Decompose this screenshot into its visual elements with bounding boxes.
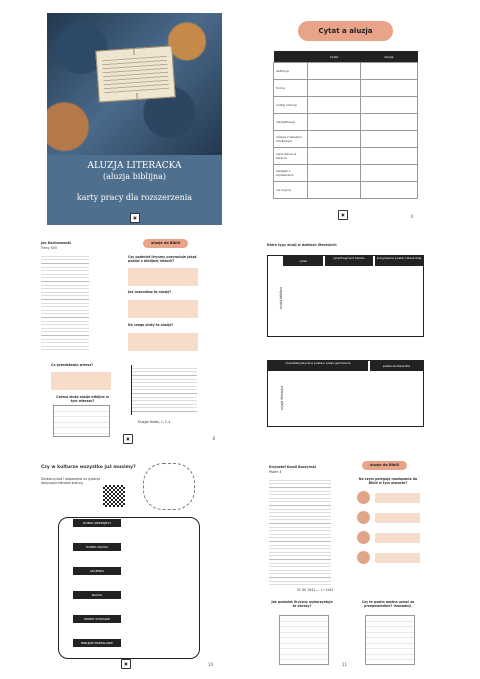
notes-area-left[interactable] <box>279 615 329 665</box>
step-label: DOBRA PRZEZJEST <box>73 519 121 527</box>
page-number: 8 <box>212 436 215 441</box>
question-3: Czy te psalm można uznać za przepowiednie? Uzasadnij. <box>361 600 415 608</box>
row-label: cel użycia <box>274 182 308 199</box>
notes-area-right[interactable] <box>365 615 415 665</box>
grid-header: opis/fragment tekstu <box>325 256 373 266</box>
page-heading: Czy w kulturze wszystko już musimy? <box>41 465 136 470</box>
culture-steps-page <box>33 455 223 673</box>
step-label: BIBLIJNE PRZESŁANIE <box>73 639 121 647</box>
cover-illustration <box>47 13 222 155</box>
row-label: relacja z tekstem źródłowym <box>274 131 308 148</box>
bullet-circle-icon <box>357 551 370 564</box>
row-label: definicja <box>274 63 308 80</box>
page-heading: Które typy aluzji w dziełach literackich <box>267 243 337 247</box>
qr-code-icon[interactable] <box>103 485 125 507</box>
row-label: związek z kontekstem <box>274 165 308 182</box>
row-label: identyfikacja <box>274 114 308 131</box>
section-pill: aluzje do Biblii <box>362 461 407 470</box>
table-row <box>274 114 418 131</box>
question-2: Jak rozumiesz tę aluzję? <box>128 290 172 294</box>
bullet-circle-icon <box>357 511 370 524</box>
bible-reference: Księga Hioba, 1, 1–4 <box>138 420 171 424</box>
table-row <box>274 63 418 80</box>
publisher-logo-icon: ▣ <box>121 659 131 669</box>
cover-subtitle: (aluzja biblijna) <box>102 172 167 181</box>
question-4: Co przedstawia wiersz? <box>51 363 94 367</box>
table-corner-cell <box>274 51 308 63</box>
step-label: DOBRA NAUKA <box>73 543 121 551</box>
answer-box-4[interactable] <box>51 372 111 390</box>
answer-box-1[interactable] <box>128 268 198 286</box>
row-label: rodzaj intencji <box>274 97 308 114</box>
grid-header: charakterystyczne postaci przez jej historie <box>268 361 368 371</box>
answer-bar[interactable] <box>375 513 420 523</box>
grid-header: przypisanie postaci literackiej <box>375 256 423 266</box>
page-number: 4 <box>410 214 413 219</box>
notes-area[interactable] <box>53 405 110 437</box>
poem-title: Psalm 4 <box>269 470 282 474</box>
section-pill: aluzje do Biblii <box>143 239 188 248</box>
psalm-page <box>257 455 435 673</box>
grid-row-label: aluzja biblijna <box>278 287 283 309</box>
question-5: Czemu służą aluzje biblijne w tym wierszu? <box>56 395 109 403</box>
answer-bar[interactable] <box>375 493 420 503</box>
step-label: NAUKA <box>73 591 121 599</box>
grid-header: postacie literackie <box>370 361 423 371</box>
poem-text <box>41 253 89 353</box>
publisher-logo-icon: ▣ <box>123 434 133 444</box>
thinking-person-illustration <box>143 463 195 510</box>
table-header-quote: Cytat <box>308 51 361 63</box>
allusion-grid-1 <box>267 255 424 337</box>
table-header-allusion: Aluzja <box>360 51 417 63</box>
poem-title: Treny XVII <box>41 246 57 250</box>
open-book-image <box>95 45 175 102</box>
step-label: LEGENDA <box>73 567 121 575</box>
page-number: 11 <box>342 662 348 667</box>
cover-page <box>47 13 222 225</box>
table-row <box>274 97 418 114</box>
cover-title: ALUZJA LITERACKA <box>87 161 182 171</box>
table-row <box>274 165 418 182</box>
table-row <box>274 148 418 165</box>
question-2: Jak podmiot liryczny wykorzystuje te obrazy? <box>271 600 333 608</box>
grid-header: cytat <box>283 256 323 266</box>
allusion-types-page <box>257 235 435 447</box>
row-label: forma <box>274 80 308 97</box>
quote-allusion-page <box>258 13 433 225</box>
poem-author: Jan Kochanowski <box>41 241 72 245</box>
answer-box-2[interactable] <box>128 300 198 318</box>
poem-date: 22 XII 1941 — 1 I 1942 <box>297 588 334 592</box>
grid-row-label: aluzja literacka <box>280 385 285 411</box>
row-label: oznaczenie w tekście <box>274 148 308 165</box>
publisher-logo-icon: ▣ <box>338 210 348 220</box>
bullet-circle-icon <box>357 491 370 504</box>
question-1: Czy podmiot liryczny przywołuje jakąś postać z biblijnej historii? <box>128 255 197 263</box>
allusion-grid-2 <box>267 360 424 427</box>
publisher-logo-icon: ▣ <box>130 213 140 223</box>
table-row <box>274 80 418 97</box>
step-label: PRZED STUDIAMI <box>73 615 121 623</box>
table-row <box>274 182 418 199</box>
cover-subtitle-2: karty pracy dla rozszerzenia <box>76 193 193 202</box>
table-row <box>274 131 418 148</box>
question-3: Do czego służy ta aluzja? <box>128 323 174 327</box>
intro-text: Zeskanuj kod i odpowiedz na pytania dotyczące tekstów kultury. <box>41 477 101 485</box>
bible-quote-text <box>131 365 197 415</box>
bullet-circle-icon <box>357 531 370 544</box>
page-number: 10 <box>207 662 213 667</box>
comparison-table <box>273 51 418 199</box>
biblical-allusion-page <box>33 235 223 447</box>
answer-bar[interactable] <box>375 553 420 563</box>
answer-bar[interactable] <box>375 533 420 543</box>
answer-box-3[interactable] <box>128 333 198 351</box>
poem-author: Krzysztof Kamil Baczyński <box>269 465 316 469</box>
page-heading-pill: Cytat a aluzja <box>298 21 393 41</box>
poem-text <box>269 477 331 585</box>
path-track <box>58 517 200 659</box>
question-1: Na czym polegają nawiązania do Biblii w tym utworze? <box>358 477 418 485</box>
